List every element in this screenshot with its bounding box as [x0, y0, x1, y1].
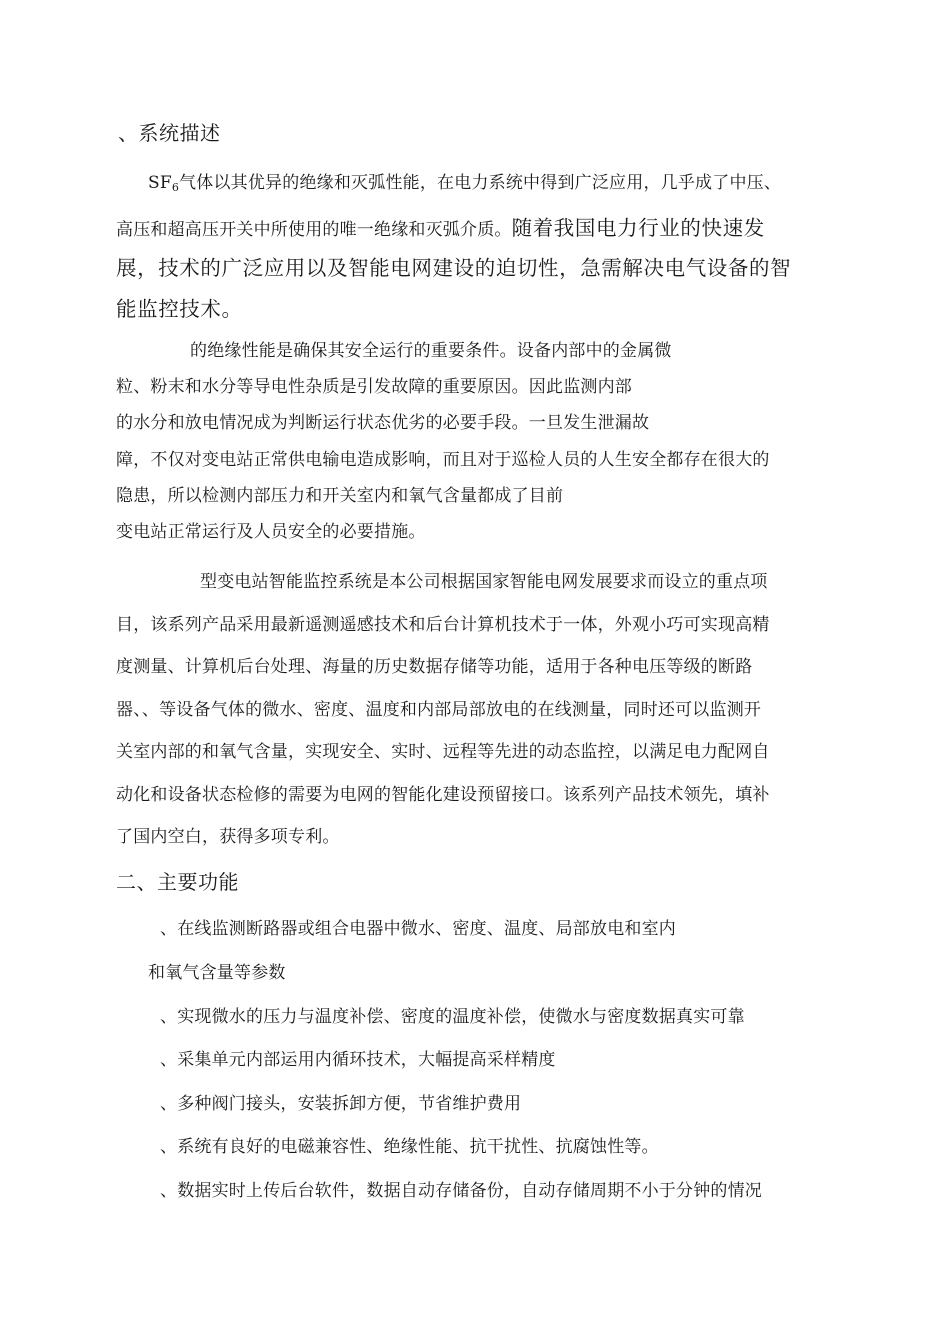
paragraph-line: 隐患，所以检测内部压力和开关室内和氧气含量都成了目前: [116, 486, 564, 506]
paragraph-line: 能监控技术。: [116, 297, 243, 321]
paragraph-line: 度测量、计算机后台处理、海量的历史数据存储等功能，适用于各种电压等级的断路: [116, 657, 753, 677]
sf6-formula: $SF_6$: [148, 173, 180, 194]
section-heading-system-description: 、系统描述: [118, 121, 221, 145]
paragraph-line: 障，不仅对变电站正常供电输电造成影响，而且对于巡检人员的人生安全都存在很大的: [116, 450, 770, 470]
list-item: 、采集单元内部运用内循环技术，大幅提高采样精度: [160, 1050, 556, 1070]
list-item: 、实现微水的压力与温度补偿、密度的温度补偿，使微水与密度数据真实可靠: [160, 1007, 745, 1027]
paragraph-line: 目，该系列产品采用最新遥测遥感技术和后台计算机技术于一体，外观小巧可实现高精: [116, 615, 770, 635]
paragraph-line: 的水分和放电情况成为判断运行状态优劣的必要手段。一旦发生泄漏故: [116, 413, 650, 433]
paragraph-line: 动化和设备状态检修的需要为电网的智能化建设预留接口。该系列产品技术领先，填补: [116, 785, 770, 805]
paragraph-line: 型变电站智能监控系统是本公司根据国家智能电网发展要求而设立的重点项: [200, 572, 768, 592]
section-heading-main-functions: 二、主要功能: [116, 870, 239, 894]
paragraph-line: 了国内空白，获得多项专利。: [116, 827, 340, 847]
paragraph-line: 器、、等设备气体的微水、密度、温度和内部局部放电的在线测量，同时还可以监测开: [116, 700, 762, 720]
paragraph-line: $SF_6$气体以其优异的绝缘和灭弧性能，在电力系统中得到广泛应用，几乎成了中压、: [148, 173, 782, 194]
list-item: 和氧气含量等参数: [148, 963, 286, 983]
paragraph-line: 展，技术的广泛应用以及智能电网建设的迫切性，急需解决电气设备的智: [116, 256, 792, 280]
paragraph-line: 粒、粉末和水分等导电性杂质是引发故障的重要原因。因此监测内部: [116, 377, 632, 397]
list-item: 、在线监测断路器或组合电器中微水、密度、温度、局部放电和室内: [160, 919, 676, 939]
paragraph-line: 的绝缘性能是确保其安全运行的重要条件。设备内部中的金属微: [190, 341, 672, 361]
paragraph-line: 关室内部的和氧气含量，实现安全、实时、远程等先进的动态监控，以满足电力配网自: [116, 742, 770, 762]
paragraph-line: 高压和超高压开关中所使用的唯一绝缘和灭弧介质。随着我国电力行业的快速发: [116, 216, 765, 240]
list-item: 、数据实时上传后台软件，数据自动存储备份，自动存储周期不小于分钟的情况: [160, 1181, 762, 1201]
list-item: 、多种阀门接头，安装拆卸方便，节省维护费用: [160, 1094, 522, 1114]
paragraph-line: 变电站正常运行及人员安全的必要措施。: [116, 522, 426, 542]
list-item: 、系统有良好的电磁兼容性、绝缘性能、抗干扰性、抗腐蚀性等。: [160, 1137, 659, 1157]
